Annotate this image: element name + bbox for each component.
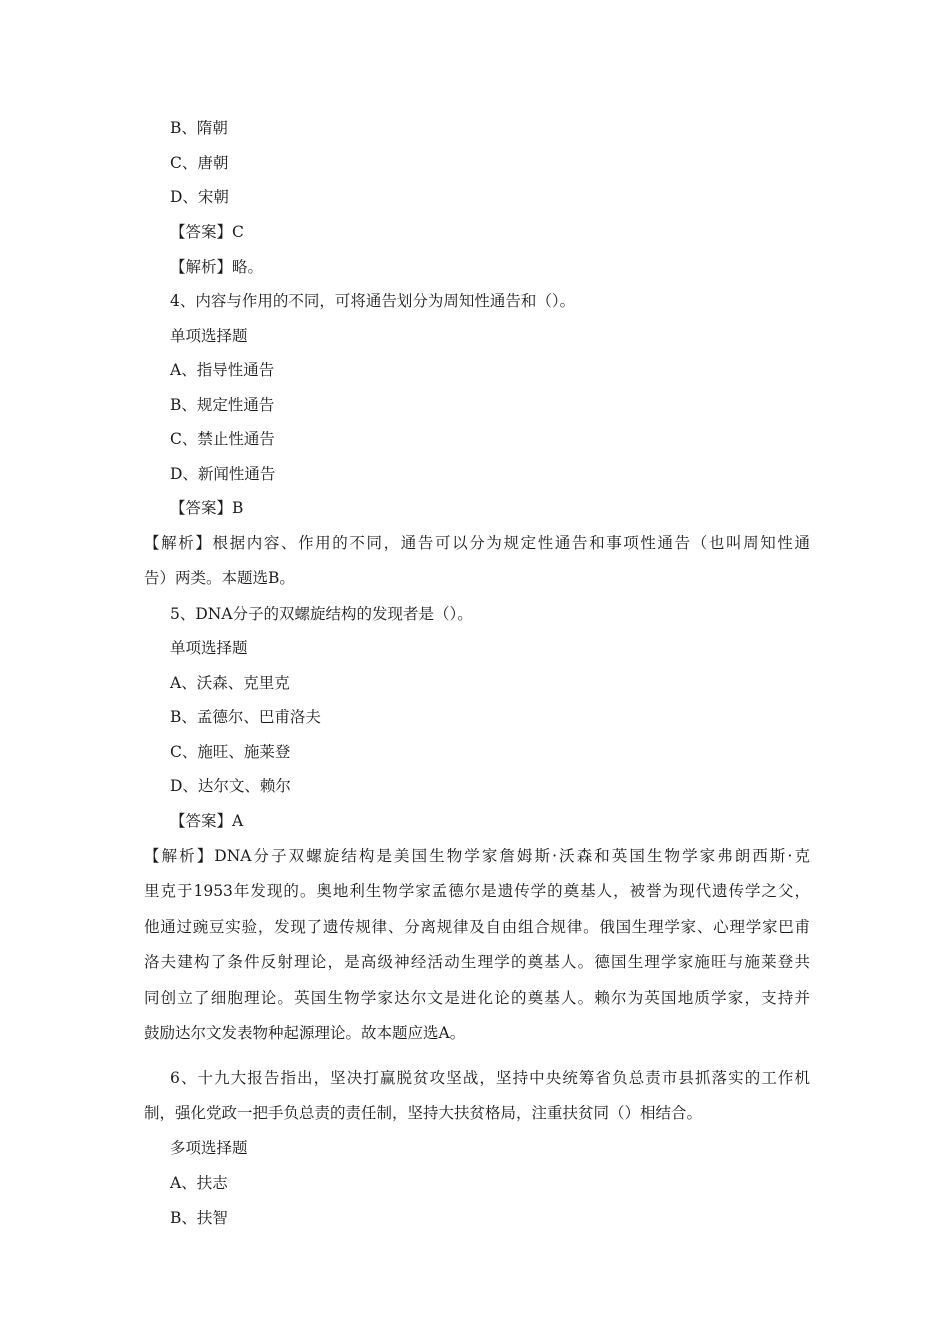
analysis-q5-line-5: 同创立了细胞理论。英国生物学家达尔文是进化论的奠基人。赖尔为英国地质学家，支持并: [144, 989, 810, 1007]
answer-q3: 【答案】C: [170, 223, 244, 241]
analysis-q5-line-2: 里克于1953年发现的。奥地利生物学家孟德尔是遗传学的奠基人，被誉为现代遗传学之父，: [144, 882, 810, 900]
analysis-q5-line-3: 他通过豌豆实验，发现了遗传规律、分离规律及自由组合规律。俄国生理学家、心理学家巴甫: [144, 918, 810, 936]
option-b-q5: B、孟德尔、巴甫洛夫: [170, 708, 321, 726]
option-c-q5: C、施旺、施莱登: [170, 743, 291, 761]
analysis-q5-line-1: 【解析】DNA分子双螺旋结构是美国生物学家詹姆斯·沃森和英国生物学家弗朗西斯·克: [144, 847, 810, 865]
option-a-q5: A、沃森、克里克: [170, 674, 290, 692]
question-type-q6: 多项选择题: [170, 1139, 248, 1157]
analysis-q4-line-2: 告）两类。本题选B。: [144, 569, 295, 587]
analysis-q5-line-6: 鼓励达尔文发表物种起源理论。故本题应选A。: [144, 1024, 466, 1042]
option-d-q4: D、新闻性通告: [170, 465, 276, 483]
option-c-q3: C、唐朝: [170, 154, 229, 172]
question-5: 5、DNA分子的双螺旋结构的发现者是（）。: [170, 605, 473, 623]
question-6-line-1: 6、十九大报告指出，坚决打赢脱贫攻坚战，坚持中央统筹省负总责市县抓落实的工作机: [170, 1069, 810, 1087]
answer-q5: 【答案】A: [170, 812, 244, 830]
option-d-q3: D、宋朝: [170, 188, 229, 206]
option-d-q5: D、达尔文、赖尔: [170, 777, 291, 795]
question-type-q4: 单项选择题: [170, 327, 248, 345]
analysis-q5-line-4: 洛夫建构了条件反射理论，是高级神经活动生理学的奠基人。德国生理学家施旺与施莱登共: [144, 953, 810, 971]
analysis-q4-line-1: 【解析】根据内容、作用的不同，通告可以分为规定性通告和事项性通告（也叫周知性通: [144, 534, 810, 552]
option-a-q4: A、指导性通告: [170, 361, 275, 379]
option-b-q4: B、规定性通告: [170, 396, 275, 414]
answer-q4: 【答案】B: [170, 499, 244, 517]
question-type-q5: 单项选择题: [170, 639, 248, 657]
option-c-q4: C、禁止性通告: [170, 430, 275, 448]
question-6-line-2: 制，强化党政一把手负总责的责任制，坚持大扶贫格局，注重扶贫同（）相结合。: [144, 1104, 703, 1122]
option-b-q6: B、扶智: [170, 1209, 228, 1227]
option-b-q3: B、隋朝: [170, 119, 228, 137]
question-4: 4、内容与作用的不同，可将通告划分为周知性通告和（）。: [170, 292, 576, 310]
option-a-q6: A、扶志: [170, 1174, 228, 1192]
analysis-q3: 【解析】略。: [170, 258, 264, 276]
